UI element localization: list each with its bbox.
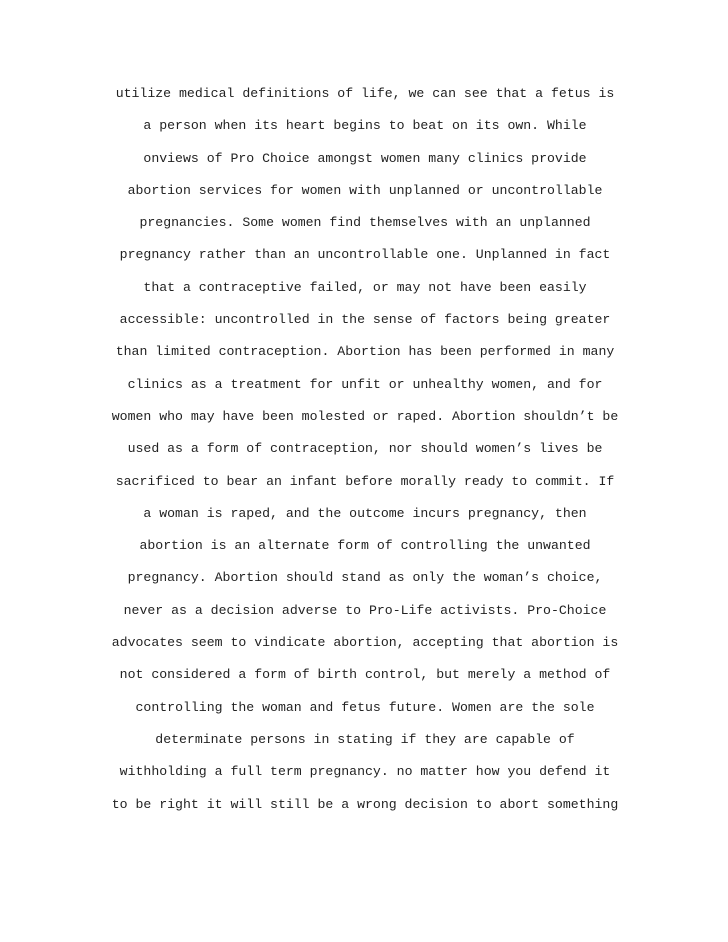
text-line: pregnancy rather than an uncontrollable one. Unplanned in fact <box>119 247 611 263</box>
text-line: a woman is raped, and the outcome incurs pregnancy, then <box>143 505 587 521</box>
text-line: a person when its heart begins to beat on its own. While <box>143 118 587 134</box>
text-line: onviews of Pro Choice amongst women many clinics provide <box>143 150 587 166</box>
text-line: utilize medical definitions of life, we can see that a fetus is <box>115 86 615 101</box>
text-line: pregnancy. Abortion should stand as only the woman’s choice, <box>127 570 603 586</box>
text-line: controlling the woman and fetus future. Women are the sole <box>135 699 595 715</box>
text-line: abortion services for women with unplanned or uncontrollable <box>127 182 603 198</box>
text-line: than limited contraception. Abortion has been performed in many <box>115 344 615 360</box>
body-text <box>88 82 642 825</box>
text-line: to be right it will still be a wrong decision to abort something <box>111 796 619 812</box>
text-line: that a contraceptive failed, or may not have been easily <box>143 279 587 295</box>
text-line: not considered a form of birth control, but merely a method of <box>119 667 611 683</box>
text-line: abortion is an alternate form of controlling the unwanted <box>139 538 591 554</box>
text-line: determinate persons in stating if they are capable of <box>155 731 575 747</box>
text-line: used as a form of contraception, nor should women’s lives be <box>127 441 603 457</box>
text-line: never as a decision adverse to Pro-Life activists. Pro-Choice <box>123 602 607 618</box>
text-line: accessible: uncontrolled in the sense of factors being greater <box>119 312 611 328</box>
text-line: women who may have been molested or raped. Abortion shouldn’t be <box>111 408 619 424</box>
text-line: pregnancies. Some women find themselves with an unplanned <box>139 215 591 231</box>
text-line: sacrificed to bear an infant before morally ready to commit. If <box>115 473 615 489</box>
text-line: advocates seem to vindicate abortion, accepting that abortion is <box>111 635 619 651</box>
text-line: clinics as a treatment for unfit or unhealthy women, and for <box>127 376 603 392</box>
text-line: withholding a full term pregnancy. no matter how you defend it <box>119 764 611 780</box>
